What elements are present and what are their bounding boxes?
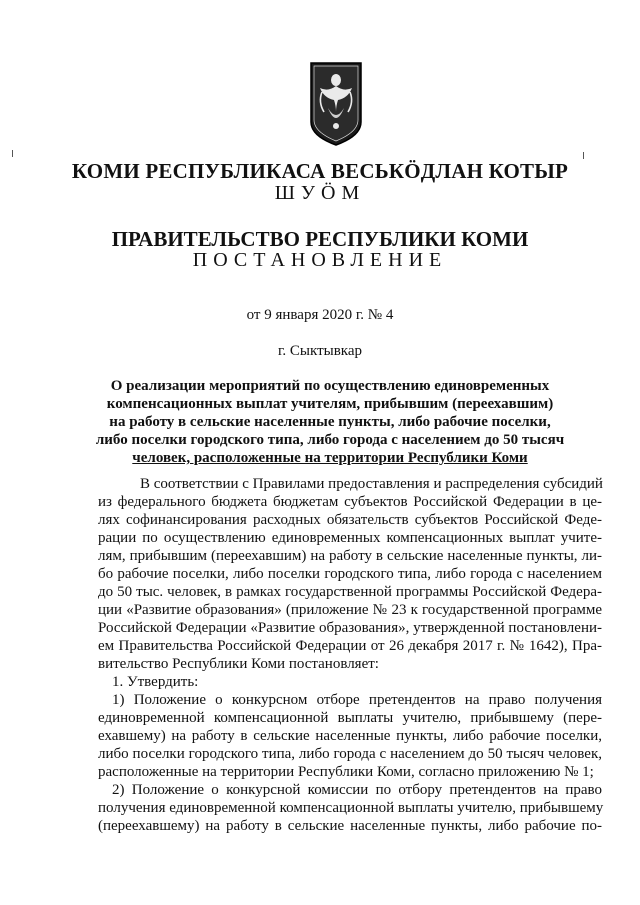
scan-mark — [583, 152, 584, 159]
body-line: из федерального бюджета бюджетам субъектов Российской Федерации в це- — [98, 494, 602, 510]
decree-heading: ПОСТАНОВЛЕНИЕ — [192, 249, 448, 271]
body-line: (переехавшему) на работу в сельские населенные пункты, либо рабочие по- — [98, 818, 602, 834]
body-line: расположенные на территории Республики Коми, согласно приложению № 1; — [98, 764, 594, 780]
body-line: ем Правительства Российской Федерации от 26 декабря 2017 г. № 1642), Пра- — [98, 638, 602, 654]
title-line: О реализации мероприятий по осуществлению единовременных — [110, 378, 550, 394]
komi-decree-heading: ШУӦМ — [274, 182, 366, 204]
body-line: 1) Положение о конкурсном отборе претендентов на право получения — [112, 692, 602, 708]
body-line: ции «Развитие образования» (приложение № 23 к государственной программе — [98, 602, 602, 618]
title-line — [80, 449, 580, 467]
body-line: В соответствии с Правилами предоставления и распределения субсидий — [140, 476, 603, 492]
scan-mark — [12, 150, 13, 157]
body-line: вительство Республики Коми постановляет: — [98, 656, 379, 672]
body-line: единовременной компенсационной выплаты учителю, прибывшему (пере- — [98, 710, 602, 726]
body-line: ехавшему) на работу в сельские населенные пункты, либо рабочие поселки, — [98, 728, 602, 744]
decree-body — [98, 475, 602, 835]
komi-government-heading: КОМИ РЕСПУБЛИКАСА ВЕСЬКӦДЛАН КОТЫР — [71, 159, 569, 183]
title-line-underlined: человек, расположенные на территории Республики Коми — [132, 450, 528, 466]
coat-of-arms-emblem — [310, 62, 362, 146]
title-line: либо поселки городского типа, либо города с населением до 50 тысяч — [95, 432, 565, 448]
body-line: Российской Федерации «Развитие образования», утвержденной постановлени- — [98, 620, 602, 636]
body-line: получения единовременной компенсационной выплаты учителю, прибывшему — [98, 800, 604, 816]
emblem-icon — [310, 62, 362, 146]
body-line: бо рабочие поселки, либо поселки городского типа, либо города с населением — [98, 566, 602, 582]
body-line: 2) Положение о конкурсной комиссии по отбору претендентов на право — [112, 782, 602, 798]
decree-date-number: от 9 января 2020 г. № 4 — [246, 307, 394, 323]
body-line: 1. Утвердить: — [112, 674, 199, 690]
decree-city: г. Сыктывкар — [277, 343, 363, 359]
body-line: лях софинансирования расходных обязательств субъектов Российской Феде- — [98, 512, 602, 528]
title-line: на работу в сельские населенные пункты, либо рабочие поселки, — [109, 414, 551, 430]
body-line: лям, прибывшим (переехавшим) на работу в сельские населенные пункты, ли- — [98, 548, 602, 564]
body-line: рации по осуществлению единовременных компенсационных выплат учите- — [98, 530, 602, 546]
decree-title — [80, 377, 580, 467]
government-heading: ПРАВИТЕЛЬСТВО РЕСПУБЛИКИ КОМИ — [111, 227, 529, 251]
title-line: компенсационных выплат учителям, прибывшим (переехавшим) — [106, 396, 554, 412]
body-line: либо поселки городского типа, либо города с населением до 50 тысяч человек, — [98, 746, 602, 762]
body-line: до 50 тыс. человек, в рамках государственной программы Российской Федера- — [98, 584, 602, 600]
